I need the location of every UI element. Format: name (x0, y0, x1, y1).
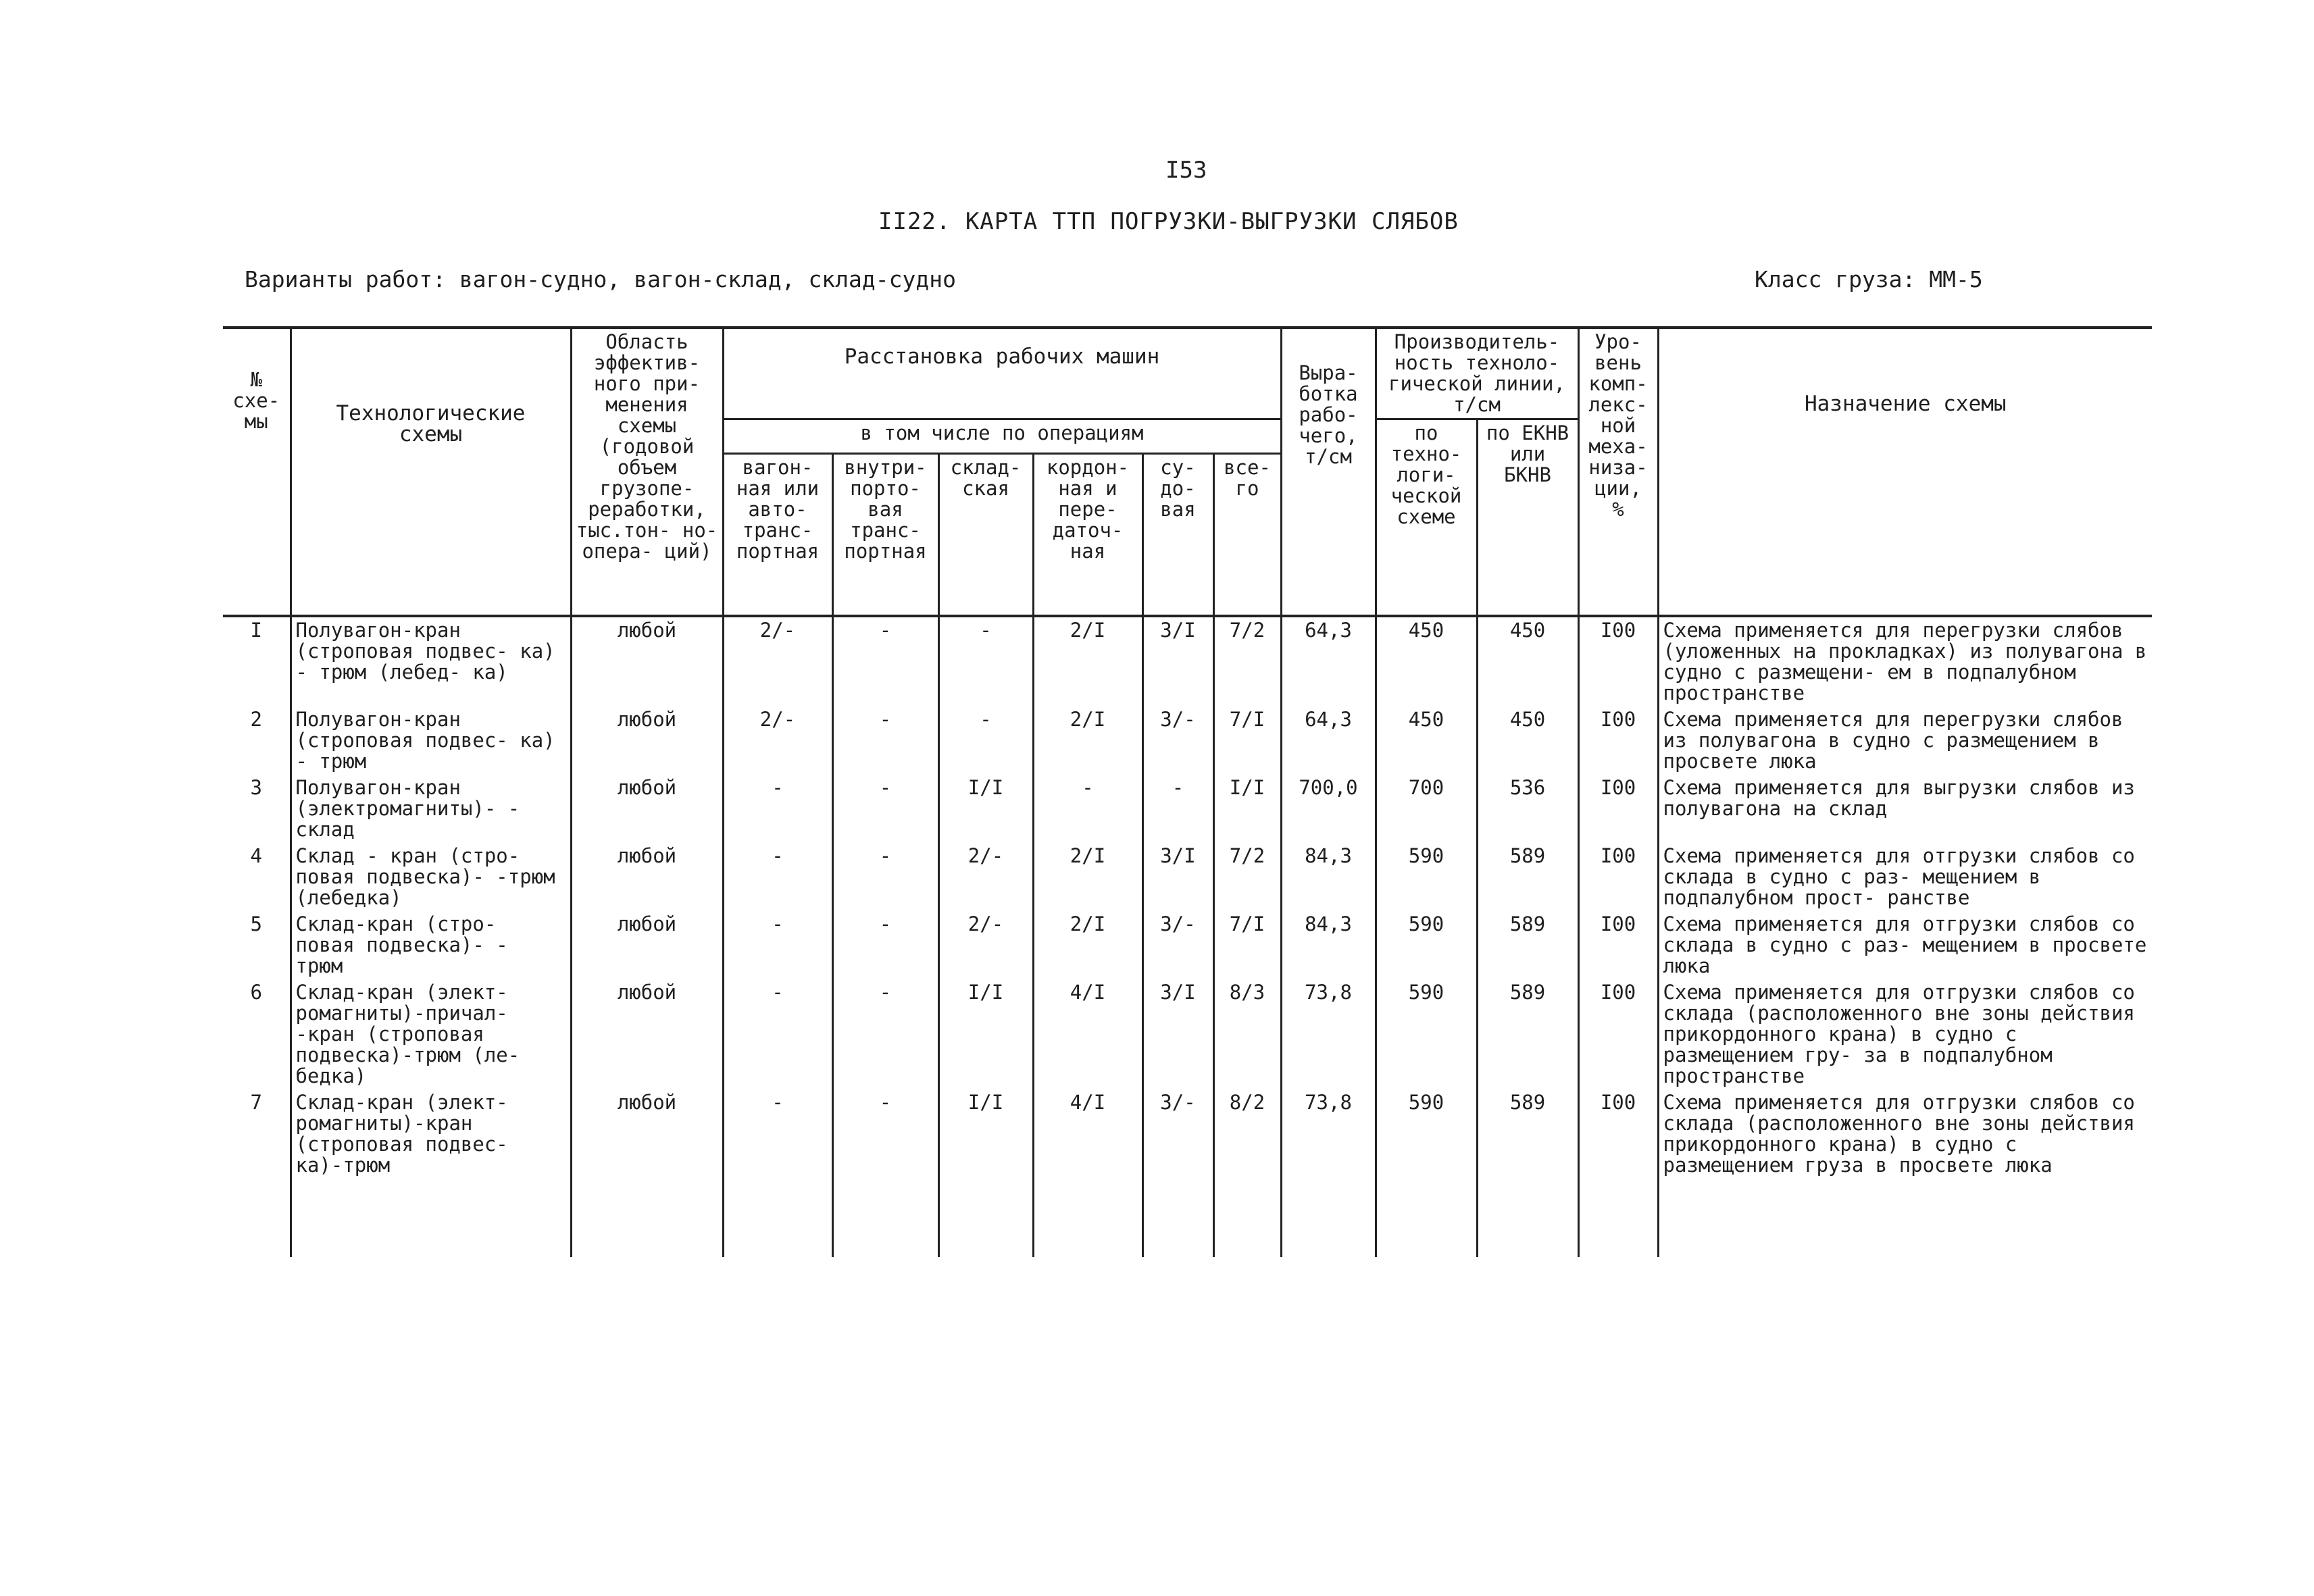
row-warehouse: I/I (938, 979, 1033, 1089)
row-num: 6 (223, 979, 291, 1089)
row-kordon: 2/I (1033, 843, 1142, 911)
row-num: I (223, 616, 291, 706)
header-level: Уро- вень комп- лекс- ной меха- низа- ции, % (1578, 328, 1658, 616)
row-prod-eknv: 589 (1477, 979, 1578, 1089)
header-purpose: Назначение схемы (1658, 328, 2152, 616)
row-num: 3 (223, 775, 291, 843)
row-inner: - (832, 775, 938, 843)
header-placement: Расстановка рабочих машин (723, 328, 1281, 419)
row-scheme: Склад-кран (элект- ромагниты)-причал- -кран (строповая подвеска)-трюм (ле- бедка) (291, 979, 571, 1089)
header-kordon: кордон- ная и пере- даточ- ная (1033, 454, 1142, 616)
row-inner: - (832, 979, 938, 1089)
row-total: 7/2 (1213, 843, 1281, 911)
row-level: I00 (1578, 1089, 1658, 1257)
row-inner: - (832, 1089, 938, 1257)
row-kordon: 2/I (1033, 911, 1142, 979)
header-ship: су- до- вая (1142, 454, 1213, 616)
page-title: II22. КАРТА ТТП ПОГРУЗКИ-ВЫГРУЗКИ СЛЯБОВ (878, 208, 1459, 235)
row-purpose: Схема применяется для отгрузки слябов со склада (расположенного вне зоны действия прикордонного крана) в судно с размещением гру- за в подпалубном пространстве (1658, 979, 2152, 1089)
row-warehouse: I/I (938, 775, 1033, 843)
row-total: 7/I (1213, 706, 1281, 775)
header-output: Выра- ботка рабо- чего, т/см (1281, 328, 1376, 616)
row-wagon: - (723, 979, 832, 1089)
row-scheme: Полувагон-кран (стропoвая подвес- ка) - трюм (лебед- ка) (291, 616, 571, 706)
row-ship: - (1142, 775, 1213, 843)
row-area: любой (571, 706, 723, 775)
row-prod-scheme: 700 (1376, 775, 1477, 843)
row-total: 8/2 (1213, 1089, 1281, 1257)
row-wagon: 2/- (723, 706, 832, 775)
row-warehouse: 2/- (938, 911, 1033, 979)
header-by-operations: в том числе по операциям (723, 419, 1281, 454)
header-warehouse: склад- ская (938, 454, 1033, 616)
work-variants: Варианты работ: вагон-судно, вагон-склад, склад-судно (245, 266, 956, 292)
row-wagon: - (723, 843, 832, 911)
row-prod-scheme: 590 (1376, 979, 1477, 1089)
header-num: № схе- мы (223, 328, 291, 616)
row-inner: - (832, 843, 938, 911)
table-row (223, 706, 2152, 775)
row-purpose: Схема применяется для отгрузки слябов со склада в судно с раз- мещением в просвете люка (1658, 911, 2152, 979)
table-row (223, 616, 2152, 706)
row-level: I00 (1578, 775, 1658, 843)
row-scheme: Склад-кран (элект- ромагниты)-кран (строповая подвес- ка)-трюм (291, 1089, 571, 1257)
row-prod-scheme: 590 (1376, 911, 1477, 979)
row-inner: - (832, 706, 938, 775)
row-purpose: Схема применяется для выгрузки слябов из полувагона на склад (1658, 775, 2152, 843)
row-level: I00 (1578, 979, 1658, 1089)
row-area: любой (571, 843, 723, 911)
row-level: I00 (1578, 843, 1658, 911)
row-ship: 3/- (1142, 911, 1213, 979)
table-row (223, 775, 2152, 843)
row-wagon: - (723, 911, 832, 979)
row-prod-eknv: 589 (1477, 911, 1578, 979)
cargo-class: Класс груза: ММ-5 (1755, 266, 1983, 292)
row-output: 84,3 (1281, 911, 1376, 979)
header-inner-port: внутри- порто- вая транс- портная (832, 454, 938, 616)
row-level: I00 (1578, 616, 1658, 706)
row-ship: 3/I (1142, 979, 1213, 1089)
row-wagon: - (723, 1089, 832, 1257)
row-level: I00 (1578, 706, 1658, 775)
row-scheme: Полувагон-кран (строповая подвес- ка) - трюм (291, 706, 571, 775)
row-num: 5 (223, 911, 291, 979)
row-purpose: Схема применяется для перегрузки слябов (уложенных на прокладках) из полувагона в судно с размещени- ем в подпалубном пространстве (1658, 616, 2152, 706)
row-prod-scheme: 450 (1376, 616, 1477, 706)
row-output: 700,0 (1281, 775, 1376, 843)
row-total: 7/2 (1213, 616, 1281, 706)
row-warehouse: 2/- (938, 843, 1033, 911)
row-area: любой (571, 775, 723, 843)
row-num: 4 (223, 843, 291, 911)
header-scheme: Технологические схемы (291, 328, 571, 616)
row-kordon: - (1033, 775, 1142, 843)
header-total: все- го (1213, 454, 1281, 616)
row-inner: - (832, 911, 938, 979)
table-row (223, 979, 2152, 1089)
row-num: 7 (223, 1089, 291, 1257)
header-wagon: вагон- ная или авто- транс- портная (723, 454, 832, 616)
row-prod-eknv: 450 (1477, 706, 1578, 775)
row-total: 7/I (1213, 911, 1281, 979)
row-inner: - (832, 616, 938, 706)
row-scheme: Склад-кран (стро- повая подвеска)- - трюм (291, 911, 571, 979)
row-output: 64,3 (1281, 616, 1376, 706)
row-prod-scheme: 590 (1376, 843, 1477, 911)
row-output: 64,3 (1281, 706, 1376, 775)
header-by-scheme: по техно- логи- ческой схеме (1376, 419, 1477, 616)
row-purpose: Схема применяется для перегрузки слябов из полувагона в судно с размещением в просвете люка (1658, 706, 2152, 775)
row-area: любой (571, 979, 723, 1089)
row-scheme: Полувагон-кран (электромагниты)- - склад (291, 775, 571, 843)
row-warehouse: I/I (938, 1089, 1033, 1257)
row-ship: 3/I (1142, 843, 1213, 911)
row-warehouse: - (938, 706, 1033, 775)
header-by-eknv: по ЕКНВ или БКНВ (1477, 419, 1578, 616)
row-output: 73,8 (1281, 979, 1376, 1089)
header-productivity: Производитель- ность техноло- гической линии, т/см (1376, 328, 1578, 419)
row-num: 2 (223, 706, 291, 775)
row-kordon: 4/I (1033, 979, 1142, 1089)
page-number: I53 (1165, 157, 1207, 184)
row-ship: 3/- (1142, 1089, 1213, 1257)
row-area: любой (571, 1089, 723, 1257)
row-area: любой (571, 911, 723, 979)
row-level: I00 (1578, 911, 1658, 979)
row-prod-eknv: 589 (1477, 1089, 1578, 1257)
row-scheme: Склад - кран (стро- повая подвеска)- -трюм (лебедка) (291, 843, 571, 911)
row-prod-scheme: 590 (1376, 1089, 1477, 1257)
table-row (223, 911, 2152, 979)
row-kordon: 4/I (1033, 1089, 1142, 1257)
row-prod-eknv: 450 (1477, 616, 1578, 706)
row-wagon: - (723, 775, 832, 843)
row-output: 84,3 (1281, 843, 1376, 911)
row-kordon: 2/I (1033, 706, 1142, 775)
row-purpose: Схема применяется для отгрузки слябов со склада в судно с раз- мещением в подпалубном прост- ранстве (1658, 843, 2152, 911)
row-area: любой (571, 616, 723, 706)
row-output: 73,8 (1281, 1089, 1376, 1257)
row-ship: 3/- (1142, 706, 1213, 775)
row-total: 8/3 (1213, 979, 1281, 1089)
table-row (223, 843, 2152, 911)
row-purpose: Схема применяется для отгрузки слябов со склада (расположенного вне зоны действия прикордонного крана) в судно с размещением груза в просвете люка (1658, 1089, 2152, 1257)
ttp-table (223, 326, 2152, 1257)
row-total: I/I (1213, 775, 1281, 843)
row-prod-eknv: 536 (1477, 775, 1578, 843)
row-prod-scheme: 450 (1376, 706, 1477, 775)
row-prod-eknv: 589 (1477, 843, 1578, 911)
header-area: Область эффектив- ного при- менения схемы (годовой объем грузопе- реработки, тыс.тон- но-опера- ций) (571, 328, 723, 616)
table-row (223, 1089, 2152, 1257)
row-kordon: 2/I (1033, 616, 1142, 706)
row-warehouse: - (938, 616, 1033, 706)
row-wagon: 2/- (723, 616, 832, 706)
row-ship: 3/I (1142, 616, 1213, 706)
